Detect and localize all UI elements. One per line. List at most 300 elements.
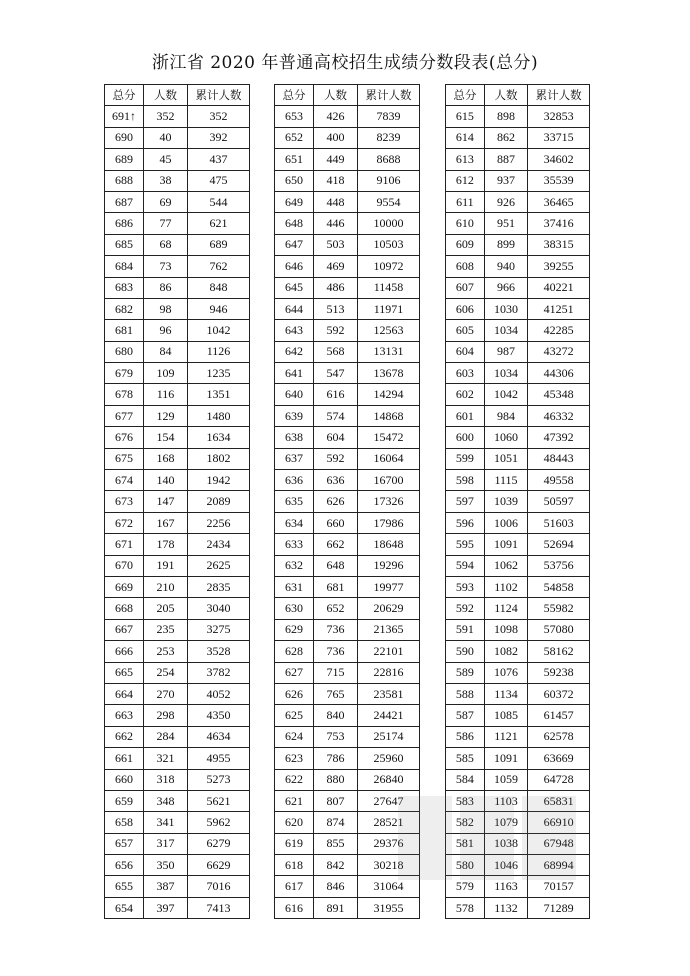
score-cell: 675 [105, 448, 144, 469]
count-cell: 574 [314, 405, 358, 426]
count-cell: 109 [144, 363, 188, 384]
score-cell: 601 [446, 405, 485, 426]
table-row [105, 855, 250, 876]
cumulative-cell: 27647 [358, 790, 420, 811]
cumulative-cell: 33715 [528, 127, 590, 148]
cumulative-cell: 6279 [188, 833, 250, 854]
score-cell: 687 [105, 191, 144, 212]
score-cell: 689 [105, 149, 144, 170]
table-row [105, 534, 250, 555]
count-cell: 235 [144, 619, 188, 640]
count-cell: 1082 [484, 641, 528, 662]
score-cell: 594 [446, 555, 485, 576]
count-cell: 547 [314, 363, 358, 384]
table-row [275, 341, 420, 362]
score-cell: 684 [105, 256, 144, 277]
table-row [446, 213, 590, 234]
cumulative-cell: 38315 [528, 234, 590, 255]
cumulative-cell: 13131 [358, 341, 420, 362]
score-cell: 635 [275, 491, 314, 512]
cumulative-cell: 48443 [528, 448, 590, 469]
table-row [275, 149, 420, 170]
score-cell: 579 [446, 876, 485, 897]
cumulative-cell: 19296 [358, 555, 420, 576]
score-cell: 585 [446, 748, 485, 769]
score-cell: 690 [105, 127, 144, 148]
cumulative-cell: 46332 [528, 405, 590, 426]
table-row [275, 769, 420, 790]
cumulative-cell: 621 [188, 213, 250, 234]
score-table-3 [445, 84, 590, 919]
score-cell: 617 [275, 876, 314, 897]
table-row [105, 448, 250, 469]
table-row [446, 106, 590, 127]
cumulative-cell: 7016 [188, 876, 250, 897]
count-cell: 69 [144, 191, 188, 212]
cumulative-cell: 63669 [528, 748, 590, 769]
score-cell: 588 [446, 683, 485, 704]
score-cell: 629 [275, 619, 314, 640]
cumulative-cell: 762 [188, 256, 250, 277]
table-row [446, 491, 590, 512]
cumulative-cell: 2089 [188, 491, 250, 512]
count-cell: 1039 [484, 491, 528, 512]
score-cell: 678 [105, 384, 144, 405]
column-header: 总分 [446, 85, 485, 106]
table-row [446, 191, 590, 212]
score-cell: 603 [446, 363, 485, 384]
score-cell: 677 [105, 405, 144, 426]
table-row [105, 790, 250, 811]
score-cell: 602 [446, 384, 485, 405]
count-cell: 350 [144, 855, 188, 876]
cumulative-cell: 4955 [188, 748, 250, 769]
table-header-row [105, 85, 250, 106]
cumulative-cell: 68994 [528, 855, 590, 876]
count-cell: 168 [144, 448, 188, 469]
count-cell: 648 [314, 555, 358, 576]
count-cell: 604 [314, 427, 358, 448]
table-row [275, 256, 420, 277]
column-header: 累计人数 [188, 85, 250, 106]
count-cell: 1115 [484, 470, 528, 491]
table-row [275, 320, 420, 341]
score-cell: 614 [446, 127, 485, 148]
count-cell: 1134 [484, 683, 528, 704]
score-cell: 674 [105, 470, 144, 491]
count-cell: 786 [314, 748, 358, 769]
cumulative-cell: 32853 [528, 106, 590, 127]
cumulative-cell: 14294 [358, 384, 420, 405]
table-row [446, 769, 590, 790]
table-row [446, 876, 590, 897]
cumulative-cell: 1802 [188, 448, 250, 469]
table-row [446, 833, 590, 854]
score-cell: 626 [275, 683, 314, 704]
score-cell: 659 [105, 790, 144, 811]
cumulative-cell: 30218 [358, 855, 420, 876]
table-row [275, 641, 420, 662]
cumulative-cell: 848 [188, 277, 250, 298]
count-cell: 154 [144, 427, 188, 448]
count-cell: 1098 [484, 619, 528, 640]
table-row [446, 363, 590, 384]
score-cell: 582 [446, 812, 485, 833]
score-cell: 646 [275, 256, 314, 277]
score-cell: 600 [446, 427, 485, 448]
cumulative-cell: 3040 [188, 598, 250, 619]
cumulative-cell: 31064 [358, 876, 420, 897]
cumulative-cell: 25960 [358, 748, 420, 769]
count-cell: 1124 [484, 598, 528, 619]
count-cell: 210 [144, 576, 188, 597]
count-cell: 38 [144, 170, 188, 191]
count-cell: 426 [314, 106, 358, 127]
cumulative-cell: 4350 [188, 705, 250, 726]
count-cell: 448 [314, 191, 358, 212]
table-row [275, 213, 420, 234]
table-row [105, 149, 250, 170]
table-row [275, 534, 420, 555]
score-cell: 583 [446, 790, 485, 811]
table-row [446, 127, 590, 148]
table-row [105, 213, 250, 234]
table-row [446, 512, 590, 533]
count-cell: 513 [314, 298, 358, 319]
table-row [105, 897, 250, 918]
score-cell: 606 [446, 298, 485, 319]
table-row [446, 448, 590, 469]
score-cell: 671 [105, 534, 144, 555]
cumulative-cell: 19977 [358, 576, 420, 597]
count-cell: 937 [484, 170, 528, 191]
score-cell: 683 [105, 277, 144, 298]
table-row [275, 726, 420, 747]
cumulative-cell: 67948 [528, 833, 590, 854]
count-cell: 951 [484, 213, 528, 234]
table-row [105, 705, 250, 726]
count-cell: 880 [314, 769, 358, 790]
cumulative-cell: 2625 [188, 555, 250, 576]
count-cell: 503 [314, 234, 358, 255]
score-cell: 624 [275, 726, 314, 747]
table-row [105, 576, 250, 597]
count-cell: 926 [484, 191, 528, 212]
count-cell: 862 [484, 127, 528, 148]
table-row [275, 277, 420, 298]
score-cell: 638 [275, 427, 314, 448]
score-cell: 654 [105, 897, 144, 918]
cumulative-cell: 7839 [358, 106, 420, 127]
score-cell: 686 [105, 213, 144, 234]
count-cell: 397 [144, 897, 188, 918]
score-cell: 672 [105, 512, 144, 533]
score-cell: 676 [105, 427, 144, 448]
table-row [105, 512, 250, 533]
table-row [105, 619, 250, 640]
score-cell: 608 [446, 256, 485, 277]
cumulative-cell: 475 [188, 170, 250, 191]
table-row [275, 427, 420, 448]
cumulative-cell: 61457 [528, 705, 590, 726]
score-cell: 632 [275, 555, 314, 576]
table-row [446, 812, 590, 833]
cumulative-cell: 1351 [188, 384, 250, 405]
table-row [275, 683, 420, 704]
table-row [105, 748, 250, 769]
count-cell: 636 [314, 470, 358, 491]
count-cell: 753 [314, 726, 358, 747]
count-cell: 891 [314, 897, 358, 918]
cumulative-cell: 9106 [358, 170, 420, 191]
column-header: 累计人数 [358, 85, 420, 106]
count-cell: 765 [314, 683, 358, 704]
table-row [105, 320, 250, 341]
cumulative-cell: 10972 [358, 256, 420, 277]
score-cell: 628 [275, 641, 314, 662]
score-cell: 634 [275, 512, 314, 533]
count-cell: 449 [314, 149, 358, 170]
cumulative-cell: 1235 [188, 363, 250, 384]
score-cell: 670 [105, 555, 144, 576]
count-cell: 147 [144, 491, 188, 512]
score-cell: 639 [275, 405, 314, 426]
score-cell: 605 [446, 320, 485, 341]
column-header: 人数 [314, 85, 358, 106]
count-cell: 840 [314, 705, 358, 726]
cumulative-cell: 1042 [188, 320, 250, 341]
count-cell: 660 [314, 512, 358, 533]
table-row [275, 705, 420, 726]
table-row [275, 662, 420, 683]
score-cell: 616 [275, 897, 314, 918]
count-cell: 1042 [484, 384, 528, 405]
score-cell: 651 [275, 149, 314, 170]
count-cell: 387 [144, 876, 188, 897]
count-cell: 1102 [484, 576, 528, 597]
count-cell: 86 [144, 277, 188, 298]
cumulative-cell: 689 [188, 234, 250, 255]
cumulative-cell: 43272 [528, 341, 590, 362]
score-cell: 642 [275, 341, 314, 362]
cumulative-cell: 1634 [188, 427, 250, 448]
cumulative-cell: 2835 [188, 576, 250, 597]
table-row [446, 897, 590, 918]
table-row [446, 534, 590, 555]
cumulative-cell: 57080 [528, 619, 590, 640]
cumulative-cell: 64728 [528, 769, 590, 790]
count-cell: 469 [314, 256, 358, 277]
score-table-1 [104, 84, 250, 919]
table-row [446, 790, 590, 811]
score-cell: 623 [275, 748, 314, 769]
count-cell: 40 [144, 127, 188, 148]
table-row [105, 662, 250, 683]
table-row [446, 641, 590, 662]
score-cell: 648 [275, 213, 314, 234]
table-row [446, 405, 590, 426]
cumulative-cell: 5273 [188, 769, 250, 790]
score-cell: 636 [275, 470, 314, 491]
score-cell: 604 [446, 341, 485, 362]
cumulative-cell: 49558 [528, 470, 590, 491]
count-cell: 1076 [484, 662, 528, 683]
count-cell: 842 [314, 855, 358, 876]
table-row [275, 555, 420, 576]
cumulative-cell: 40221 [528, 277, 590, 298]
cumulative-cell: 12563 [358, 320, 420, 341]
count-cell: 1091 [484, 534, 528, 555]
table-row [105, 555, 250, 576]
table-row [446, 320, 590, 341]
score-cell: 657 [105, 833, 144, 854]
table-row [105, 812, 250, 833]
count-cell: 400 [314, 127, 358, 148]
table-row [105, 833, 250, 854]
cumulative-cell: 16700 [358, 470, 420, 491]
score-cell: 611 [446, 191, 485, 212]
table-row [275, 470, 420, 491]
score-cell: 630 [275, 598, 314, 619]
cumulative-cell: 946 [188, 298, 250, 319]
table-row [446, 234, 590, 255]
count-cell: 191 [144, 555, 188, 576]
column-header: 人数 [484, 85, 528, 106]
score-cell: 615 [446, 106, 485, 127]
table-row [105, 363, 250, 384]
table-row [275, 876, 420, 897]
count-cell: 898 [484, 106, 528, 127]
cumulative-cell: 65831 [528, 790, 590, 811]
cumulative-cell: 70157 [528, 876, 590, 897]
table-row [105, 384, 250, 405]
count-cell: 984 [484, 405, 528, 426]
score-cell: 658 [105, 812, 144, 833]
cumulative-cell: 29376 [358, 833, 420, 854]
table-row [105, 405, 250, 426]
table-row [446, 662, 590, 683]
table-row [105, 641, 250, 662]
score-cell: 685 [105, 234, 144, 255]
column-header: 累计人数 [528, 85, 590, 106]
count-cell: 1059 [484, 769, 528, 790]
cumulative-cell: 22816 [358, 662, 420, 683]
cumulative-cell: 4052 [188, 683, 250, 704]
count-cell: 1132 [484, 897, 528, 918]
count-cell: 1046 [484, 855, 528, 876]
cumulative-cell: 5962 [188, 812, 250, 833]
score-cell: 595 [446, 534, 485, 555]
count-cell: 1079 [484, 812, 528, 833]
cumulative-cell: 23581 [358, 683, 420, 704]
count-cell: 1085 [484, 705, 528, 726]
table-row [446, 470, 590, 491]
cumulative-cell: 37416 [528, 213, 590, 234]
cumulative-cell: 55982 [528, 598, 590, 619]
table-row [105, 491, 250, 512]
score-cell: 609 [446, 234, 485, 255]
count-cell: 715 [314, 662, 358, 683]
cumulative-cell: 8239 [358, 127, 420, 148]
cumulative-cell: 34602 [528, 149, 590, 170]
cumulative-cell: 45348 [528, 384, 590, 405]
count-cell: 855 [314, 833, 358, 854]
table-row [275, 748, 420, 769]
column-header: 总分 [105, 85, 144, 106]
table-row [446, 555, 590, 576]
score-cell: 660 [105, 769, 144, 790]
score-cell: 663 [105, 705, 144, 726]
count-cell: 253 [144, 641, 188, 662]
score-cell: 618 [275, 855, 314, 876]
table-row [446, 149, 590, 170]
cumulative-cell: 11971 [358, 298, 420, 319]
count-cell: 616 [314, 384, 358, 405]
table-row [105, 769, 250, 790]
cumulative-cell: 3528 [188, 641, 250, 662]
count-cell: 1121 [484, 726, 528, 747]
cumulative-cell: 17326 [358, 491, 420, 512]
cumulative-cell: 60372 [528, 683, 590, 704]
score-cell: 667 [105, 619, 144, 640]
table-row [105, 256, 250, 277]
score-cell: 596 [446, 512, 485, 533]
score-cell: 633 [275, 534, 314, 555]
table-row [275, 491, 420, 512]
table-row [105, 127, 250, 148]
cumulative-cell: 9554 [358, 191, 420, 212]
score-cell: 653 [275, 106, 314, 127]
count-cell: 652 [314, 598, 358, 619]
cumulative-cell: 352 [188, 106, 250, 127]
score-cell: 589 [446, 662, 485, 683]
table-row [275, 598, 420, 619]
score-cell: 640 [275, 384, 314, 405]
count-cell: 318 [144, 769, 188, 790]
cumulative-cell: 59238 [528, 662, 590, 683]
count-cell: 592 [314, 448, 358, 469]
cumulative-cell: 25174 [358, 726, 420, 747]
score-cell: 662 [105, 726, 144, 747]
table-row [275, 106, 420, 127]
table-row [446, 256, 590, 277]
count-cell: 446 [314, 213, 358, 234]
table-row [105, 598, 250, 619]
table-row [105, 427, 250, 448]
score-cell: 664 [105, 683, 144, 704]
count-cell: 1091 [484, 748, 528, 769]
table-row [105, 191, 250, 212]
count-cell: 205 [144, 598, 188, 619]
score-cell: 620 [275, 812, 314, 833]
cumulative-cell: 1126 [188, 341, 250, 362]
count-cell: 418 [314, 170, 358, 191]
cumulative-cell: 54858 [528, 576, 590, 597]
table-row [446, 576, 590, 597]
cumulative-cell: 11458 [358, 277, 420, 298]
score-cell: 612 [446, 170, 485, 191]
cumulative-cell: 47392 [528, 427, 590, 448]
table-row [275, 170, 420, 191]
table-row [446, 748, 590, 769]
count-cell: 1060 [484, 427, 528, 448]
table-header-row [275, 85, 420, 106]
count-cell: 736 [314, 619, 358, 640]
score-cell: 649 [275, 191, 314, 212]
cumulative-cell: 26840 [358, 769, 420, 790]
score-cell: 625 [275, 705, 314, 726]
count-cell: 568 [314, 341, 358, 362]
